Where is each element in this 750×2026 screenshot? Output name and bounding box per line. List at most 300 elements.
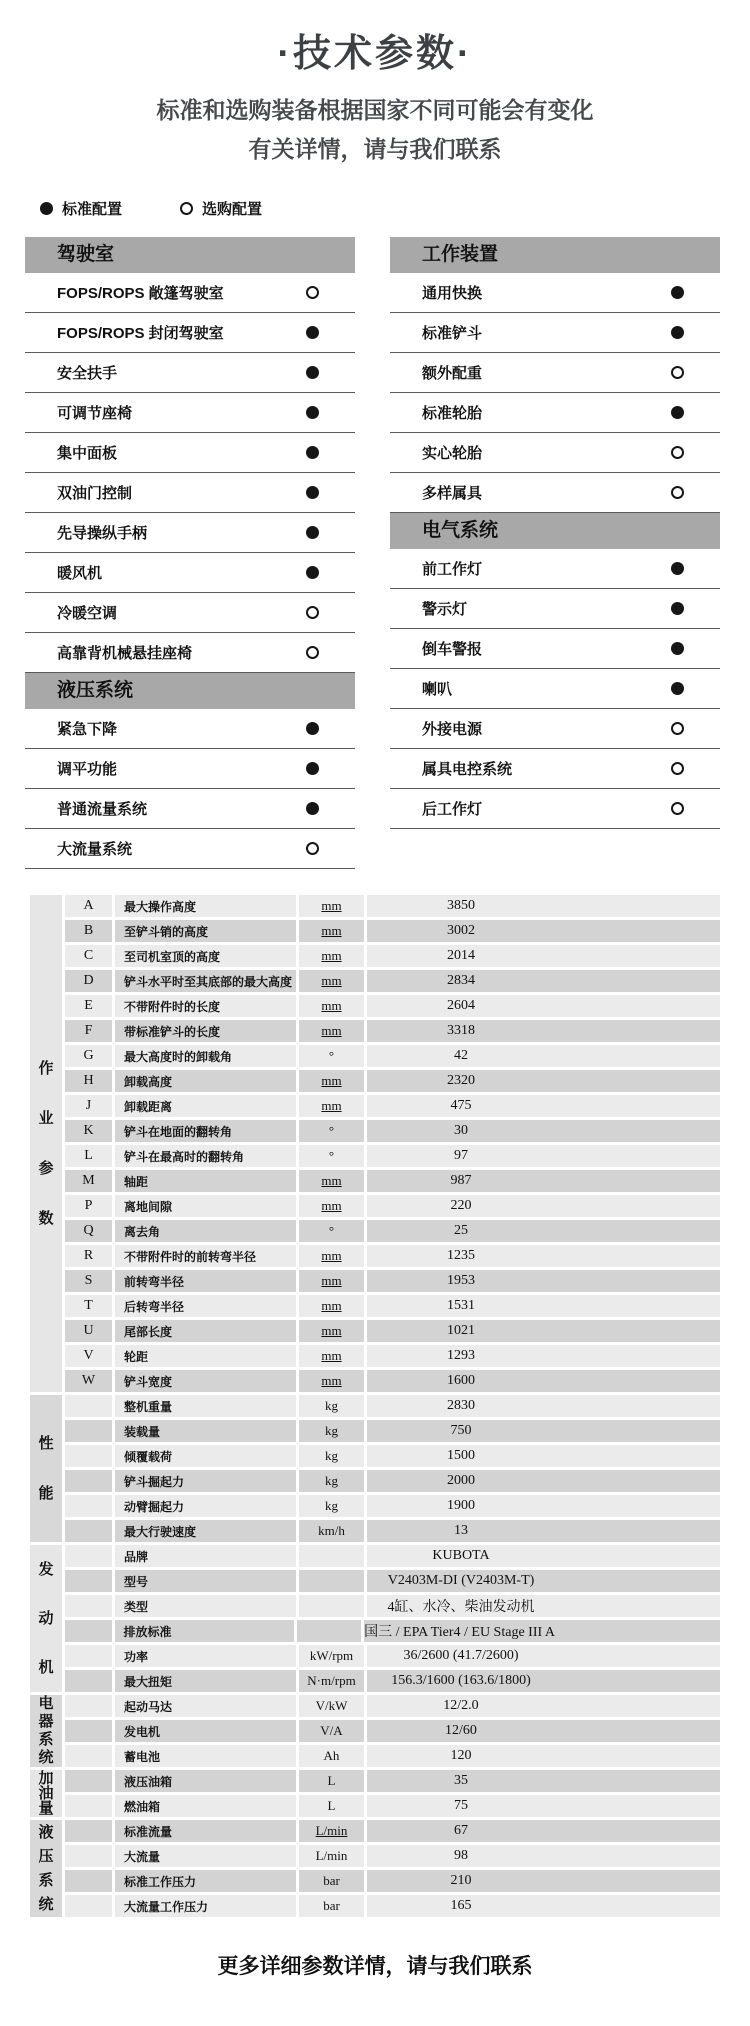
spec-row-inner — [65, 1820, 720, 1842]
spec-unit-text: mm — [321, 1173, 342, 1188]
equipment-item — [390, 789, 720, 829]
config-legend — [40, 198, 262, 219]
spec-category-char: 作 — [38, 1059, 54, 1077]
spec-value-cell: 67 — [367, 1820, 720, 1842]
spec-unit-cell — [299, 1470, 364, 1492]
spec-category-char: 性 — [38, 1434, 54, 1452]
spec-unit-cell — [299, 1220, 364, 1242]
equipment-item — [25, 593, 355, 633]
equipment-item — [390, 473, 720, 513]
optional-config-ring-icon — [306, 842, 319, 855]
spec-value-cell: 4缸、水冷、柴油发动机 — [367, 1595, 720, 1617]
spec-unit-cell — [299, 1195, 364, 1217]
spec-row-inner — [65, 1695, 720, 1717]
spec-row-inner — [65, 1470, 720, 1492]
spec-unit-text: mm — [321, 1098, 342, 1113]
spec-category-cell — [30, 1695, 62, 1767]
spec-letter-cell — [65, 1520, 112, 1542]
spec-value-cell: 国三 / EPA Tier4 / EU Stage III A — [364, 1620, 720, 1642]
standard-config-dot-icon — [40, 202, 53, 215]
spec-row — [65, 1145, 720, 1170]
spec-label-cell: 标准流量 — [115, 1820, 296, 1842]
spec-label-cell: 大流量 — [115, 1845, 296, 1867]
equipment-item-label: 外接电源 — [422, 721, 483, 738]
spec-value-cell: 12/2.0 — [367, 1695, 720, 1717]
spec-unit-cell — [299, 1520, 364, 1542]
spec-row — [65, 1445, 720, 1470]
spec-letter-cell: T — [65, 1295, 112, 1317]
spec-letter-cell: R — [65, 1245, 112, 1267]
spec-row — [65, 1595, 720, 1620]
spec-unit-cell — [299, 1045, 364, 1067]
spec-row-inner — [65, 1845, 720, 1867]
equipment-item-label: 先导操纵手柄 — [57, 525, 148, 542]
spec-label-cell: 型号 — [115, 1570, 296, 1592]
spec-unit-cell — [299, 1070, 364, 1092]
spec-label-cell: 卸载高度 — [115, 1070, 296, 1092]
spec-row — [65, 1770, 720, 1795]
spec-row — [65, 1570, 720, 1595]
spec-letter-cell — [65, 1695, 112, 1717]
equipment-item-label: FOPS/ROPS 敞篷驾驶室 — [57, 285, 224, 302]
equipment-section-header: 工作装置 — [390, 237, 720, 273]
equipment-item-label: 高靠背机械悬挂座椅 — [57, 645, 193, 662]
spec-unit-cell — [299, 1495, 364, 1517]
optional-config-ring-icon — [306, 646, 319, 659]
spec-label-cell: 后转弯半径 — [115, 1295, 296, 1317]
spec-value-cell: 1531 — [367, 1295, 720, 1317]
equipment-item — [25, 473, 355, 513]
spec-letter-cell — [65, 1645, 112, 1667]
spec-label-cell: 铲斗在最高时的翻转角 — [115, 1145, 296, 1167]
equipment-item-label: 倒车警报 — [422, 641, 483, 658]
spec-unit-text: mm — [321, 898, 342, 913]
equipment-item-label: 通用快换 — [422, 285, 483, 302]
spec-unit-text: ° — [328, 1048, 335, 1063]
equipment-item-label: 标准轮胎 — [422, 405, 483, 422]
spec-unit-cell — [299, 1770, 364, 1792]
standard-config-dot-icon — [306, 762, 319, 775]
standard-config-dot-icon — [671, 286, 684, 299]
spec-value-cell: 13 — [367, 1520, 720, 1542]
equipment-item — [25, 553, 355, 593]
spec-row — [65, 1470, 720, 1495]
spec-unit-cell — [299, 895, 364, 917]
spec-row — [65, 1070, 720, 1095]
equipment-section-header: 液压系统 — [25, 673, 355, 709]
spec-unit-text: mm — [321, 1348, 342, 1363]
spec-row-inner — [65, 1345, 720, 1367]
equipment-item — [390, 273, 720, 313]
spec-label-cell: 蓄电池 — [115, 1745, 296, 1767]
equipment-item-label: 暖风机 — [57, 565, 103, 582]
spec-row-inner — [65, 1495, 720, 1517]
spec-value-cell: 12/60 — [367, 1720, 720, 1742]
optional-config-ring-icon — [671, 722, 684, 735]
spec-category-cell — [30, 895, 62, 1392]
spec-letter-cell — [65, 1595, 112, 1617]
spec-unit-cell — [299, 1870, 364, 1892]
spec-row-inner — [65, 1795, 720, 1817]
spec-unit-text: kg — [325, 1423, 338, 1438]
spec-unit-text: kg — [325, 1398, 338, 1413]
optional-config-ring-icon — [671, 366, 684, 379]
spec-unit-text: mm — [321, 948, 342, 963]
equipment-item — [25, 749, 355, 789]
spec-row — [65, 1220, 720, 1245]
spec-row-inner — [65, 1395, 720, 1417]
legend-optional-label: 选购配置 — [202, 201, 263, 218]
equipment-section-header: 驾驶室 — [25, 237, 355, 273]
spec-unit-cell — [299, 1270, 364, 1292]
spec-letter-cell: S — [65, 1270, 112, 1292]
spec-value-cell: 25 — [367, 1220, 720, 1242]
spec-letter-cell — [65, 1495, 112, 1517]
spec-row-inner — [65, 1145, 720, 1167]
spec-row-inner — [65, 1770, 720, 1792]
spec-unit-cell — [299, 995, 364, 1017]
spec-unit-text: L — [327, 1773, 336, 1788]
spec-unit-text: mm — [321, 1198, 342, 1213]
spec-row-inner — [65, 1220, 720, 1242]
spec-letter-cell: A — [65, 895, 112, 917]
standard-config-dot-icon — [306, 406, 319, 419]
spec-unit-text: mm — [321, 1273, 342, 1288]
spec-row-inner — [65, 1195, 720, 1217]
spec-label-cell: 最大扭矩 — [115, 1670, 296, 1692]
spec-unit-cell — [299, 1120, 364, 1142]
spec-row-inner — [65, 970, 720, 992]
spec-value-cell: 210 — [367, 1870, 720, 1892]
spec-label-cell: 轮距 — [115, 1345, 296, 1367]
spec-category-char: 加 — [38, 1770, 54, 1787]
spec-row — [65, 1045, 720, 1070]
spec-row-inner — [65, 1645, 720, 1667]
spec-value-cell: 1600 — [367, 1370, 720, 1392]
equipment-item — [390, 353, 720, 393]
spec-unit-text: mm — [321, 1323, 342, 1338]
spec-category-char: 参 — [38, 1159, 54, 1177]
spec-unit-cell — [299, 1745, 364, 1767]
equipment-item — [25, 353, 355, 393]
equipment-item-label: 喇叭 — [422, 681, 453, 698]
spec-row — [65, 1670, 720, 1695]
spec-letter-cell — [65, 1870, 112, 1892]
spec-row-inner — [65, 1270, 720, 1292]
spec-row — [65, 1395, 720, 1420]
spec-label-cell: 大流量工作压力 — [115, 1895, 296, 1917]
spec-unit-text: ° — [328, 1123, 335, 1138]
spec-value-cell: 475 — [367, 1095, 720, 1117]
spec-category-cell — [30, 1545, 62, 1692]
spec-letter-cell: J — [65, 1095, 112, 1117]
spec-unit-cell — [297, 1620, 361, 1642]
spec-unit-cell — [299, 1570, 364, 1592]
equipment-item — [25, 513, 355, 553]
spec-row — [65, 1870, 720, 1895]
spec-row-inner — [65, 1370, 720, 1392]
spec-letter-cell: W — [65, 1370, 112, 1392]
standard-config-dot-icon — [306, 802, 319, 815]
spec-letter-cell: P — [65, 1195, 112, 1217]
optional-config-ring-icon — [671, 802, 684, 815]
spec-value-cell: 3318 — [367, 1020, 720, 1042]
spec-row-inner — [65, 1170, 720, 1192]
spec-row — [65, 945, 720, 970]
spec-value-cell: 30 — [367, 1120, 720, 1142]
spec-row-inner — [65, 1045, 720, 1067]
spec-letter-cell: E — [65, 995, 112, 1017]
spec-unit-text: mm — [321, 1248, 342, 1263]
equipment-item-label: 冷暖空调 — [57, 605, 118, 622]
spec-row-inner — [65, 945, 720, 967]
equipment-item-label: 警示灯 — [422, 601, 468, 618]
spec-category-char: 器 — [38, 1713, 54, 1730]
equipment-column-right — [390, 237, 720, 829]
spec-label-cell: 发电机 — [115, 1720, 296, 1742]
spec-value-cell: 120 — [367, 1745, 720, 1767]
spec-value-cell: 2830 — [367, 1395, 720, 1417]
spec-row — [65, 1320, 720, 1345]
spec-letter-cell — [65, 1745, 112, 1767]
equipment-item-label: 紧急下降 — [57, 721, 118, 738]
spec-label-cell: 燃油箱 — [115, 1795, 296, 1817]
spec-category-cell — [30, 1395, 62, 1542]
spec-row-inner — [65, 1670, 720, 1692]
spec-unit-text: mm — [321, 923, 342, 938]
spec-row-inner — [65, 1720, 720, 1742]
spec-row — [65, 1845, 720, 1870]
standard-config-dot-icon — [306, 526, 319, 539]
spec-label-cell: 卸载距离 — [115, 1095, 296, 1117]
spec-row — [65, 1695, 720, 1720]
equipment-column-left — [25, 237, 355, 869]
spec-unit-text: kg — [325, 1473, 338, 1488]
spec-row — [65, 1620, 720, 1645]
spec-unit-cell — [299, 1595, 364, 1617]
spec-row-inner — [65, 1745, 720, 1767]
page-title: ·技术参数· — [277, 33, 473, 75]
equipment-item-label: 后工作灯 — [422, 801, 483, 818]
spec-unit-text: ° — [328, 1223, 335, 1238]
equipment-item-label: 前工作灯 — [422, 561, 483, 578]
spec-row — [65, 920, 720, 945]
page-subtitle-line-2: 有关详情，请与我们联系 — [248, 136, 502, 162]
spec-row-inner — [65, 1520, 720, 1542]
equipment-item-label: 普通流量系统 — [57, 801, 148, 818]
legend-standard-label: 标准配置 — [62, 201, 123, 218]
equipment-item-label: FOPS/ROPS 封闭驾驶室 — [57, 325, 224, 342]
spec-unit-cell — [299, 1820, 364, 1842]
spec-row — [65, 895, 720, 920]
spec-unit-cell — [299, 1670, 364, 1692]
spec-letter-cell — [65, 1820, 112, 1842]
spec-row-inner — [65, 1295, 720, 1317]
spec-label-cell: 最大高度时的卸载角 — [115, 1045, 296, 1067]
spec-unit-cell — [299, 1420, 364, 1442]
spec-row-inner — [65, 1320, 720, 1342]
spec-unit-text: mm — [321, 998, 342, 1013]
equipment-item — [390, 433, 720, 473]
spec-letter-cell: M — [65, 1170, 112, 1192]
spec-category-cell — [30, 1820, 62, 1917]
spec-row-inner — [65, 995, 720, 1017]
equipment-item — [390, 669, 720, 709]
spec-unit-cell — [299, 1370, 364, 1392]
spec-unit-cell — [299, 1095, 364, 1117]
spec-unit-cell — [299, 970, 364, 992]
spec-unit-text: mm — [321, 973, 342, 988]
spec-unit-cell — [299, 1295, 364, 1317]
equipment-item — [25, 273, 355, 313]
spec-row — [65, 1170, 720, 1195]
spec-unit-cell — [299, 1645, 364, 1667]
spec-letter-cell — [65, 1420, 112, 1442]
spec-row-inner — [65, 1595, 720, 1617]
optional-config-ring-icon — [306, 606, 319, 619]
optional-config-ring-icon — [306, 286, 319, 299]
spec-unit-text: kW/rpm — [309, 1648, 354, 1663]
equipment-item — [25, 433, 355, 473]
spec-row — [65, 1545, 720, 1570]
spec-label-cell: 标准工作压力 — [115, 1870, 296, 1892]
spec-unit-cell — [299, 1395, 364, 1417]
spec-row — [65, 1195, 720, 1220]
spec-label-cell: 不带附件时的前转弯半径 — [115, 1245, 296, 1267]
spec-value-cell: 1235 — [367, 1245, 720, 1267]
page-subtitle-line-1: 标准和选购装备根据国家不同可能会有变化 — [156, 97, 594, 123]
spec-letter-cell — [65, 1795, 112, 1817]
spec-unit-cell — [299, 1020, 364, 1042]
equipment-item-label: 安全扶手 — [57, 365, 118, 382]
spec-unit-text: V/kW — [315, 1698, 348, 1713]
spec-label-cell: 起动马达 — [115, 1695, 296, 1717]
spec-unit-cell — [299, 1445, 364, 1467]
spec-unit-cell — [299, 1320, 364, 1342]
spec-value-cell: 36/2600 (41.7/2600) — [367, 1645, 720, 1667]
spec-row — [65, 1295, 720, 1320]
spec-value-cell: 2604 — [367, 995, 720, 1017]
equipment-item — [25, 789, 355, 829]
spec-unit-cell — [299, 1245, 364, 1267]
spec-label-cell: 动臂掘起力 — [115, 1495, 296, 1517]
spec-row — [65, 1245, 720, 1270]
equipment-item — [390, 589, 720, 629]
spec-unit-text: mm — [321, 1373, 342, 1388]
spec-row-inner — [65, 1870, 720, 1892]
spec-letter-cell — [65, 1845, 112, 1867]
standard-config-dot-icon — [306, 326, 319, 339]
equipment-item-label: 调平功能 — [57, 761, 118, 778]
spec-category-char: 量 — [38, 1800, 54, 1817]
spec-table-rows — [65, 895, 720, 1920]
spec-label-cell: 铲斗掘起力 — [115, 1470, 296, 1492]
spec-value-cell: 35 — [367, 1770, 720, 1792]
spec-value-cell: 97 — [367, 1145, 720, 1167]
spec-letter-cell: G — [65, 1045, 112, 1067]
spec-category-char: 统 — [38, 1749, 54, 1766]
spec-category-char: 能 — [38, 1484, 54, 1502]
spec-value-cell: 98 — [367, 1845, 720, 1867]
spec-letter-cell — [65, 1620, 112, 1642]
spec-label-cell: 品牌 — [115, 1545, 296, 1567]
equipment-item — [390, 313, 720, 353]
spec-unit-text: mm — [321, 1073, 342, 1088]
spec-unit-cell — [299, 1720, 364, 1742]
spec-value-cell: 3002 — [367, 920, 720, 942]
spec-unit-text: mm — [321, 1023, 342, 1038]
equipment-item-label: 可调节座椅 — [57, 405, 133, 422]
spec-label-cell: 最大操作高度 — [115, 895, 296, 917]
spec-category-char: 电 — [38, 1695, 54, 1712]
spec-row — [65, 1345, 720, 1370]
spec-label-cell: 整机重量 — [115, 1395, 296, 1417]
spec-row — [65, 1020, 720, 1045]
equipment-item-label: 实心轮胎 — [422, 445, 483, 462]
spec-letter-cell — [65, 1770, 112, 1792]
spec-letter-cell: D — [65, 970, 112, 992]
spec-value-cell: 750 — [367, 1420, 720, 1442]
spec-category-cell — [30, 1770, 62, 1817]
spec-category-char: 数 — [38, 1209, 54, 1227]
spec-unit-text: km/h — [318, 1523, 345, 1538]
spec-value-cell: 1900 — [367, 1495, 720, 1517]
standard-config-dot-icon — [306, 566, 319, 579]
equipment-item — [390, 393, 720, 433]
spec-unit-cell — [299, 945, 364, 967]
spec-label-cell: 液压油箱 — [115, 1770, 296, 1792]
spec-letter-cell: V — [65, 1345, 112, 1367]
spec-label-cell: 至铲斗销的高度 — [115, 920, 296, 942]
spec-label-cell: 铲斗宽度 — [115, 1370, 296, 1392]
spec-value-cell: 220 — [367, 1195, 720, 1217]
spec-category-char: 系 — [38, 1731, 54, 1748]
equipment-section-header: 电气系统 — [390, 513, 720, 549]
spec-row — [65, 1270, 720, 1295]
spec-row-inner — [65, 1445, 720, 1467]
spec-unit-cell — [299, 1170, 364, 1192]
spec-label-cell: 排放标准 — [115, 1620, 294, 1642]
spec-row — [65, 1645, 720, 1670]
standard-config-dot-icon — [671, 326, 684, 339]
equipment-item — [25, 709, 355, 749]
spec-label-cell: 铲斗水平时至其底部的最大高度 — [115, 970, 296, 992]
equipment-item — [25, 633, 355, 673]
spec-category-char: 发 — [38, 1561, 54, 1578]
spec-value-cell: 1500 — [367, 1445, 720, 1467]
spec-row — [65, 1120, 720, 1145]
spec-row — [65, 1795, 720, 1820]
equipment-item-label: 标准铲斗 — [422, 325, 483, 342]
spec-value-cell: KUBOTA — [367, 1545, 720, 1567]
spec-letter-cell: F — [65, 1020, 112, 1042]
page-footer: 更多详细参数详情，请与我们联系 — [217, 1955, 533, 1978]
equipment-item-label: 额外配重 — [422, 365, 483, 382]
spec-value-cell: 75 — [367, 1795, 720, 1817]
spec-row — [65, 970, 720, 995]
spec-value-cell: 2014 — [367, 945, 720, 967]
spec-value-cell: 1293 — [367, 1345, 720, 1367]
spec-row — [65, 1720, 720, 1745]
spec-label-cell: 轴距 — [115, 1170, 296, 1192]
spec-label-cell: 最大行驶速度 — [115, 1520, 296, 1542]
spec-row-inner — [65, 1620, 720, 1642]
spec-row-inner — [65, 1070, 720, 1092]
spec-value-cell: 1021 — [367, 1320, 720, 1342]
spec-row-inner — [65, 920, 720, 942]
spec-category-char: 机 — [38, 1659, 54, 1676]
spec-unit-cell — [299, 1695, 364, 1717]
